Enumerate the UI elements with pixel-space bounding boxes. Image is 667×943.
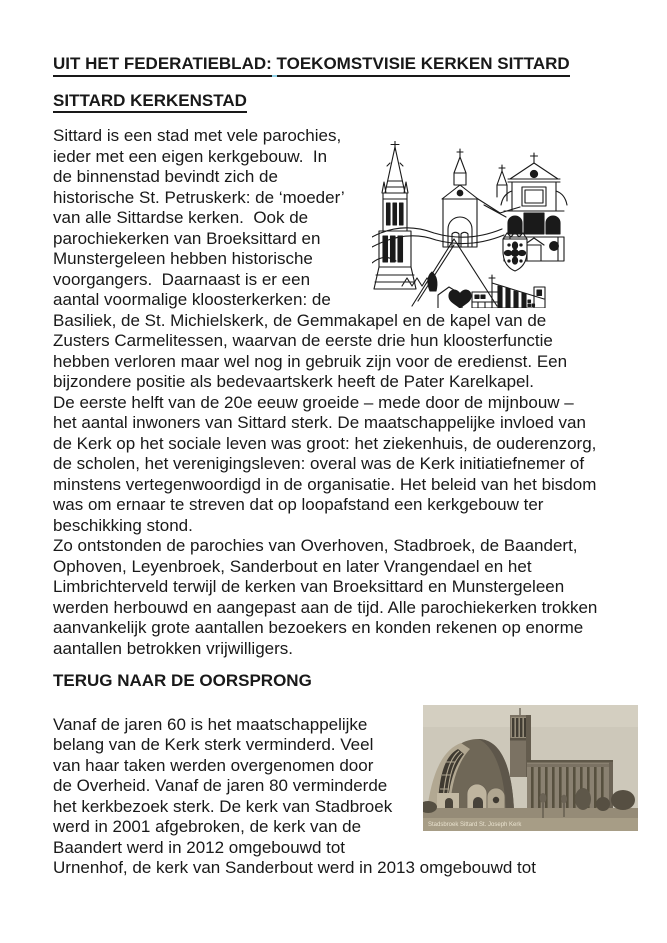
- photo-caption: Stadsbroek Sittard St. Joseph Kerk: [428, 821, 522, 828]
- coat-of-arms-shield: [503, 232, 527, 271]
- text-line: Urnenhof, de kerk van Sanderbout werd in 2013 omgebouwd tot: [53, 858, 536, 877]
- paragraph-kerkenstad: [53, 126, 628, 659]
- text-line: beschikking stond.: [53, 515, 193, 535]
- text-line: was om ernaar te streven dat op loopafstand een kerkgebouw ter: [53, 495, 544, 514]
- text-line: de scholen, het verenigingsleven: overal was de Kerk initiatiefnemer of: [53, 454, 585, 473]
- text-line: parochiekerken van Broeksittard en: [53, 228, 321, 248]
- text-line: ieder met een eigen kerkgebouw. In: [53, 146, 328, 166]
- text-line: werd in 2001 afgebroken, de kerk van de: [53, 817, 362, 836]
- text-line: historische St. Petruskerk: de ‘moeder’: [53, 187, 345, 207]
- text-line: van alle Sittardse kerken. Ook de: [53, 208, 309, 227]
- text-line: de Overheid. Vanaf de jaren 80 verminderde: [53, 776, 388, 795]
- text-line: werden herbouwd en aangepast aan de tijd. Alle parochiekerken trokken: [53, 597, 598, 617]
- text-line: van haar taken werden overgenomen door: [53, 755, 374, 775]
- text-line: aanvankelijk grote aantallen bezoekers en konden rekenen op enorme: [53, 618, 584, 637]
- text-line: het aantal inwoners van Sittard sterk. De maatschappelijke invloed van: [53, 413, 586, 432]
- churches-line-drawing-image: [372, 141, 580, 308]
- church-photo-image: [423, 705, 638, 831]
- text-line: Munstergeleen hebben historische: [53, 249, 313, 268]
- text-line: Vanaf de jaren 60 is het maatschappelijke: [53, 714, 368, 734]
- text-line: Limbrichterveld terwijl de kerken van Broeksittard en Munstergeleen: [53, 577, 565, 596]
- text-line: de Kerk op het sociale leven was groot: het ziekenhuis, de ouderenzorg,: [53, 433, 597, 453]
- text-line: bijzondere positie als bedevaartskerk heeft de Pater Karelkapel.: [53, 372, 535, 391]
- page-title: [53, 54, 628, 75]
- text-line: hebben verloren maar wel nog in gebruik zijn voor de eredienst. Een: [53, 351, 568, 371]
- text-line: Zusters Carmelitessen, waarvan de eerste drie hun kloosterfunctie: [53, 331, 553, 350]
- text-line: voorgangers. Daarnaast is er een: [53, 269, 311, 289]
- text-line: Zo ontstonden de parochies van Overhoven, Stadbroek, de Baandert,: [53, 536, 578, 555]
- subtitle: [53, 91, 628, 112]
- section-heading: TERUG NAAR DE OORSPRONG: [53, 671, 312, 690]
- background-spire: [478, 165, 520, 217]
- text-line: Sittard is een stad met vele parochies,: [53, 126, 342, 145]
- text-line: aantal voormalige kloosterkerken: de: [53, 290, 331, 309]
- title-part1: UIT HET FEDERATIEBLAD:: [53, 54, 272, 77]
- chapel-facade: [442, 149, 478, 247]
- text-line: De eerste helft van de 20e eeuw groeide – mede door de mijnbouw –: [53, 392, 574, 412]
- text-line: minstens vertegenwoordigd in de organisatie. Het beleid van het bisdom: [53, 474, 597, 494]
- title-underline-accent: [272, 54, 277, 77]
- paragraph-oorsprong: [53, 715, 628, 879]
- subtitle-text: SITTARD KERKENSTAD: [53, 91, 247, 114]
- village-rooftops: [402, 239, 499, 308]
- text-line: belang van de Kerk sterk verminderd. Veel: [53, 735, 374, 754]
- text-line: aantallen betrokken vrijwilligers.: [53, 638, 294, 658]
- text-line: Baandert werd in 2012 omgebouwd tot: [53, 837, 346, 857]
- text-line: de binnenstad bevindt zich de: [53, 167, 278, 186]
- text-line: Ophoven, Leyenbroek, Sanderbout en later Vrangendael en het: [53, 556, 532, 576]
- text-line: het kerkbezoek sterk. De kerk van Stadbroek: [53, 796, 393, 816]
- text-line: Basiliek, de St. Michielskerk, de Gemmakapel en de kapel van de: [53, 310, 547, 330]
- title-part2: TOEKOMSTVISIE KERKEN SITTARD: [277, 54, 570, 77]
- gothic-spire-church: [374, 141, 416, 289]
